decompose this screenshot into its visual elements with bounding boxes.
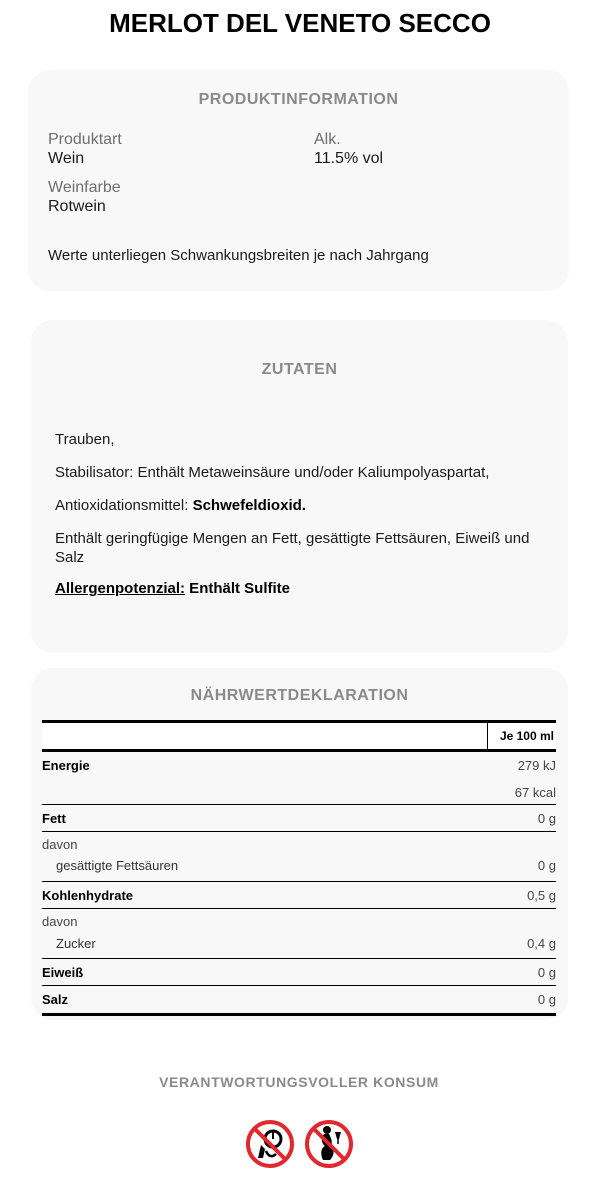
nutrition-label: Fett bbox=[42, 811, 66, 826]
nutrition-value: 67 kcal bbox=[514, 785, 556, 800]
nutrition-row-carbohydrates bbox=[42, 882, 556, 909]
product-type-value: Wein bbox=[48, 150, 85, 167]
product-info-heading: PRODUKTINFORMATION bbox=[198, 91, 399, 108]
nutrition-label: gesättigte Fettsäuren bbox=[56, 858, 179, 873]
nutrition-label: Zucker bbox=[56, 936, 96, 951]
ingredients-card bbox=[31, 320, 568, 653]
wine-color-label: Weinfarbe bbox=[48, 179, 121, 196]
nutrition-card bbox=[31, 668, 568, 1020]
nutrition-value: 0 g bbox=[537, 992, 556, 1007]
nutrition-label: Energie bbox=[42, 758, 90, 773]
product-info-card bbox=[28, 70, 569, 291]
nutrition-label: Kohlenhydrate bbox=[42, 888, 134, 903]
vintage-note: Werte unterliegen Schwankungsbreiten je nach Jahrgang bbox=[48, 247, 429, 264]
nutrition-row-protein bbox=[42, 959, 556, 986]
nutrition-label: davon bbox=[42, 837, 78, 852]
nutrition-table bbox=[42, 720, 556, 1016]
nutrition-table-header bbox=[42, 720, 556, 752]
ingredient-stabilizer: Stabilisator: Enthält Metaweinsäure und/oder Kaliumpolyaspartat, bbox=[55, 464, 490, 481]
antioxidant-label: Antioxidationsmittel: bbox=[55, 497, 193, 514]
alcohol-label: Alk. bbox=[314, 131, 341, 148]
ingredient-grapes: Trauben, bbox=[55, 431, 115, 448]
nutrition-label: Eiweiß bbox=[42, 965, 84, 980]
nutrition-row-energy-kcal bbox=[42, 779, 556, 805]
nutrition-label: Salz bbox=[42, 992, 69, 1007]
no-pregnancy-alcohol-icon bbox=[303, 1118, 355, 1170]
allergen-label: Allergenpotenzial: bbox=[55, 580, 186, 597]
product-type-label: Produktart bbox=[48, 131, 122, 148]
nutrition-label: davon bbox=[42, 914, 78, 929]
nutrition-value: 0,5 g bbox=[527, 888, 556, 903]
wine-color-value: Rotwein bbox=[48, 198, 106, 215]
page-title: MERLOT DEL VENETO SECCO bbox=[109, 8, 491, 38]
antioxidant-value: Schwefeldioxid. bbox=[192, 497, 306, 514]
nutrition-heading: NÄHRWERTDEKLARATION bbox=[190, 687, 409, 704]
nutrition-row-fat bbox=[42, 805, 556, 832]
allergen-text: Enthält Sulfite bbox=[185, 580, 291, 597]
nutrition-value: 0 g bbox=[537, 965, 556, 980]
nutrition-row-sugar bbox=[42, 931, 556, 959]
allergen-statement bbox=[55, 580, 290, 597]
ingredient-traces: Enthält geringfügige Mengen an Fett, gesättigte Fettsäuren, Eiweiß und Salz bbox=[55, 530, 530, 566]
nutrition-row-energy-kj bbox=[42, 752, 556, 779]
nutrition-value: 279 kJ bbox=[517, 758, 556, 773]
alcohol-value: 11.5% vol bbox=[314, 150, 384, 167]
nutrition-value: 0 g bbox=[537, 811, 556, 826]
nutrition-value: 0 g bbox=[537, 858, 556, 873]
ingredient-antioxidant bbox=[55, 496, 535, 515]
nutrition-row-saturated-fat bbox=[42, 854, 556, 882]
per-100ml-header: Je 100 ml bbox=[487, 723, 556, 749]
responsible-consumption-heading: VERANTWORTUNGSVOLLER KONSUM bbox=[159, 1074, 439, 1090]
nutrition-row-salt bbox=[42, 986, 556, 1016]
nutrition-row-carb-davon bbox=[42, 909, 556, 931]
nutrition-value: 0,4 g bbox=[527, 936, 556, 951]
nutrition-row-fat-davon bbox=[42, 832, 556, 854]
no-drink-driving-icon bbox=[244, 1118, 296, 1170]
ingredients-heading: ZUTATEN bbox=[261, 361, 338, 378]
